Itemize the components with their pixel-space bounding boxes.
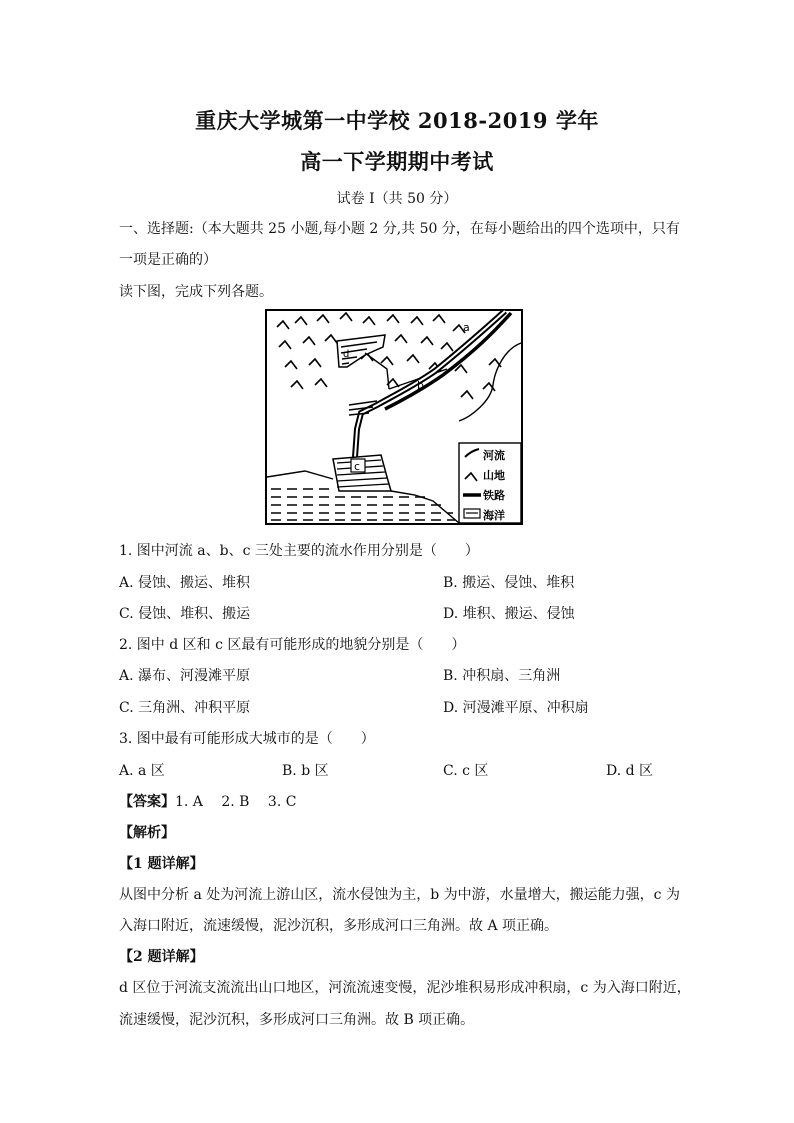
- q1-option-c: C. 侵蚀、堆积、搬运: [119, 606, 251, 622]
- q3-option-b: B. b 区: [282, 763, 329, 779]
- river-landform-map: [265, 309, 523, 525]
- exam-title-line2: 高一下学期期中考试: [300, 149, 494, 174]
- section-intro-line2: 一项是正确的）: [119, 252, 217, 268]
- label-c: c: [354, 460, 361, 473]
- q1-option-b: B. 搬运、侵蚀、堆积: [443, 575, 575, 591]
- q1-option-d: D. 堆积、搬运、侵蚀: [443, 606, 575, 622]
- legend-mountain-label: 山地: [483, 469, 505, 482]
- q2-option-d: D. 河漫滩平原、冲积扇: [443, 700, 589, 716]
- label-a: a: [463, 321, 470, 334]
- exam-title-line1: 重庆大学城第一中学校 2018-2019 学年: [195, 108, 599, 133]
- label-b: b: [417, 379, 424, 392]
- q2-detail-line2: 流速缓慢，泥沙沉积，多形成河口三角洲。故 B 项正确。: [119, 1012, 475, 1028]
- legend-railway-label: 铁路: [483, 489, 505, 502]
- answer-label: 【答案】: [119, 794, 175, 810]
- q3-option-d: D. d 区: [606, 763, 654, 779]
- ocean-icon: [464, 509, 480, 518]
- area-c-delta: [333, 455, 391, 491]
- answer-values: 1. A 2. B 3. C: [175, 794, 297, 810]
- map-legend: [459, 443, 521, 523]
- q2-detail-line1: d 区位于河流支流流出山口地区，河流流速变慢，泥沙堆积易形成冲积扇，c 为入海口附近，: [119, 980, 691, 996]
- analysis-label: 【解析】: [119, 825, 175, 841]
- legend-river-label: 河流: [483, 449, 505, 462]
- q1-option-a: A. 侵蚀、搬运、堆积: [119, 575, 251, 591]
- q1-detail-line2: 入海口附近，流速缓慢，泥沙沉积，多形成河口三角洲。故 A 项正确。: [119, 918, 559, 934]
- section-intro-line1: 一、选择题:（本大题共 25 小题,每小题 2 分,共 50 分，在每小题给出的四个选项中，只有: [119, 221, 680, 237]
- legend-ocean-label: 海洋: [483, 509, 505, 522]
- label-d: d: [343, 349, 350, 360]
- question-1-stem: 1. 图中河流 a、b、c 三处主要的流水作用分别是（ ）: [119, 543, 479, 559]
- paper-subtitle: 试卷 I（共 50 分）: [336, 191, 458, 207]
- q2-option-a: A. 瀑布、河漫滩平原: [119, 668, 251, 684]
- q2-option-c: C. 三角洲、冲积平原: [119, 700, 251, 716]
- q1-detail-label: 【1 题详解】: [119, 856, 204, 872]
- q2-option-b: B. 冲积扇、三角洲: [443, 668, 561, 684]
- answer-line: [119, 791, 296, 811]
- reading-prompt: 读下图，完成下列各题。: [119, 284, 273, 300]
- q3-option-c: C. c 区: [443, 763, 489, 779]
- question-3-stem: 3. 图中最有可能形成大城市的是（ ）: [119, 731, 375, 747]
- q3-option-a: A. a 区: [119, 763, 165, 779]
- q1-detail-line1: 从图中分析 a 处为河流上游山区，流水侵蚀为主，b 为中游，水量增大，搬运能力强，c 为: [119, 887, 680, 903]
- q2-detail-label: 【2 题详解】: [119, 949, 204, 965]
- question-2-stem: 2. 图中 d 区和 c 区最有可能形成的地貌分别是（ ）: [119, 637, 466, 653]
